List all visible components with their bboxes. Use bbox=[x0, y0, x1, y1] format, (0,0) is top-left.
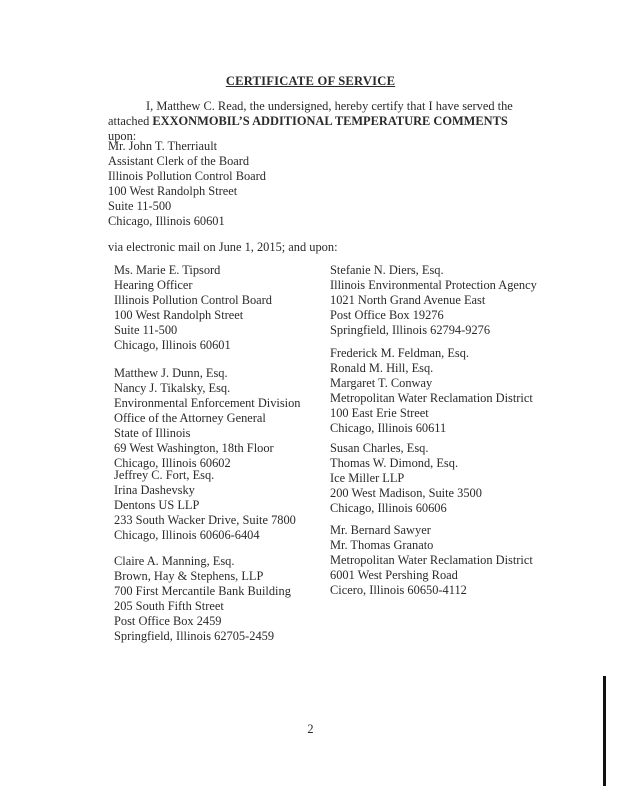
address-line: Mr. John T. Therriault bbox=[108, 139, 218, 153]
address-line: Springfield, Illinois 62705-2459 bbox=[114, 629, 275, 643]
address-line: Metropolitan Water Reclamation District bbox=[330, 391, 533, 405]
address-line: Cicero, Illinois 60650-4112 bbox=[330, 583, 467, 597]
document-name: EXXONMOBIL’S ADDITIONAL TEMPERATURE COMMENTS bbox=[152, 114, 508, 128]
address-line: Post Office Box 2459 bbox=[114, 614, 222, 628]
address-line: Jeffrey C. Fort, Esq. bbox=[114, 468, 215, 482]
service-address-block bbox=[114, 366, 301, 471]
address-line: Illinois Environmental Protection Agency bbox=[330, 278, 537, 292]
address-line: Thomas W. Dimond, Esq. bbox=[330, 456, 459, 470]
address-line: Nancy J. Tikalsky, Esq. bbox=[114, 381, 231, 395]
address-line: Ronald M. Hill, Esq. bbox=[330, 361, 434, 375]
service-address-block bbox=[114, 263, 272, 353]
address-line: Springfield, Illinois 62794-9276 bbox=[330, 323, 491, 337]
address-line: Chicago, Illinois 60601 bbox=[114, 338, 231, 352]
address-line: Chicago, Illinois 60602 bbox=[114, 456, 231, 470]
address-line: Chicago, Illinois 60606 bbox=[330, 501, 447, 515]
scan-edge-mark bbox=[603, 676, 606, 786]
address-line: Office of the Attorney General bbox=[114, 411, 266, 425]
address-line: State of Illinois bbox=[114, 426, 191, 440]
address-line: Illinois Pollution Control Board bbox=[114, 293, 272, 307]
address-line: Ice Miller LLP bbox=[330, 471, 405, 485]
address-line: Suite 11-500 bbox=[108, 199, 172, 213]
address-line: Chicago, Illinois 60601 bbox=[108, 214, 225, 228]
address-line: 205 South Fifth Street bbox=[114, 599, 224, 613]
service-address-block bbox=[114, 468, 296, 543]
address-line: Illinois Pollution Control Board bbox=[108, 169, 266, 183]
address-line: 233 South Wacker Drive, Suite 7800 bbox=[114, 513, 296, 527]
address-line: Brown, Hay & Stephens, LLP bbox=[114, 569, 264, 583]
address-line: Environmental Enforcement Division bbox=[114, 396, 301, 410]
address-line: 100 West Randolph Street bbox=[114, 308, 244, 322]
primary-recipient-address bbox=[108, 139, 266, 229]
intro-line-2-prefix: attached bbox=[108, 114, 153, 128]
address-line: Chicago, Illinois 60611 bbox=[330, 421, 447, 435]
address-line: 200 West Madison, Suite 3500 bbox=[330, 486, 482, 500]
address-line: Mr. Bernard Sawyer bbox=[330, 523, 431, 537]
address-line: Irina Dashevsky bbox=[114, 483, 195, 497]
page-number: 2 bbox=[307, 722, 314, 736]
address-line: Dentons US LLP bbox=[114, 498, 200, 512]
intro-line-2-suffix: upon: bbox=[108, 129, 137, 143]
address-line: Frederick M. Feldman, Esq. bbox=[330, 346, 470, 360]
address-line: Post Office Box 19276 bbox=[330, 308, 444, 322]
address-line: 700 First Mercantile Bank Building bbox=[114, 584, 291, 598]
address-line: Mr. Thomas Granato bbox=[330, 538, 434, 552]
address-line: Suite 11-500 bbox=[114, 323, 178, 337]
address-line: Metropolitan Water Reclamation District bbox=[330, 553, 533, 567]
service-address-block bbox=[330, 346, 533, 436]
address-line: Hearing Officer bbox=[114, 278, 193, 292]
address-line: Claire A. Manning, Esq. bbox=[114, 554, 235, 568]
address-line: Susan Charles, Esq. bbox=[330, 441, 429, 455]
intro-line-1: I, Matthew C. Read, the undersigned, hereby certify that I have served the bbox=[146, 99, 513, 113]
address-line: 6001 West Pershing Road bbox=[330, 568, 458, 582]
service-address-block bbox=[114, 554, 291, 644]
service-method-line: via electronic mail on June 1, 2015; and upon: bbox=[108, 240, 338, 254]
page-title: CERTIFICATE OF SERVICE bbox=[225, 74, 396, 88]
address-line: 100 East Erie Street bbox=[330, 406, 429, 420]
intro-paragraph bbox=[108, 99, 538, 144]
address-line: Matthew J. Dunn, Esq. bbox=[114, 366, 228, 380]
address-line: Chicago, Illinois 60606-6404 bbox=[114, 528, 260, 542]
address-line: 69 West Washington, 18th Floor bbox=[114, 441, 274, 455]
address-line: Ms. Marie E. Tipsord bbox=[114, 263, 221, 277]
service-address-block bbox=[330, 523, 533, 598]
service-address-block bbox=[330, 441, 482, 516]
address-line: 1021 North Grand Avenue East bbox=[330, 293, 486, 307]
address-line: Assistant Clerk of the Board bbox=[108, 154, 250, 168]
address-line: Stefanie N. Diers, Esq. bbox=[330, 263, 444, 277]
address-line: Margaret T. Conway bbox=[330, 376, 433, 390]
service-address-block bbox=[330, 263, 537, 338]
address-line: 100 West Randolph Street bbox=[108, 184, 238, 198]
